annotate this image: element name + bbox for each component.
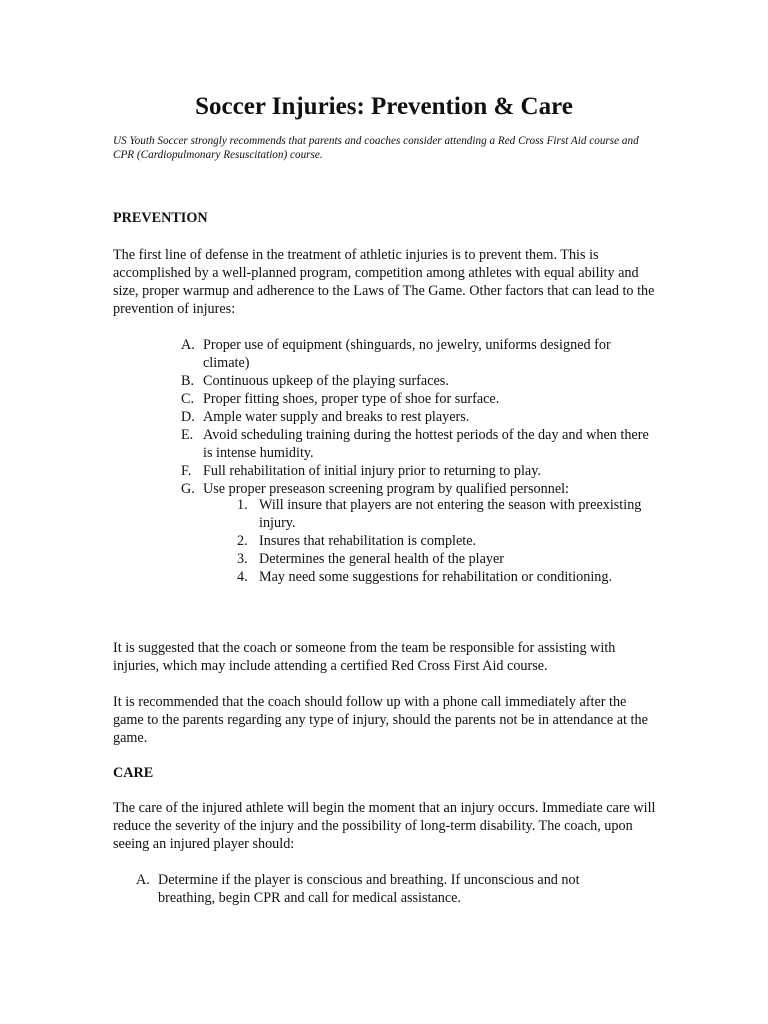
prevention-paragraph: The first line of defense in the treatment of athletic injuries is to prevent them. This is accomplished by a well-planned program, competition among athletes with equal ability and size, proper warmup and adherence to the Laws of The Game. Other factors that can lead to the prevention of injures: [113,247,655,317]
care-heading: CARE [113,765,154,781]
screening-sublist [237,496,658,586]
prevention-heading: PREVENTION [113,210,208,226]
prevention-list [181,336,658,498]
list-item: G. Use proper preseason screening program by qualified personnel: [181,481,569,497]
list-item: 3. Determines the general health of the player [237,551,505,567]
followup-paragraph: It is recommended that the coach should follow up with a phone call immediately after the game to the parents regarding any type of injury, should the parents not be in attendance at the game. [113,694,648,746]
list-item: 2. Insures that rehabilitation is complete. [237,533,477,549]
list-item: A. Determine if the player is conscious and breathing. If unconscious and not breathing, begin CPR and call for medical assistance. [136,872,580,906]
list-item: F. Full rehabilitation of initial injury prior to returning to play. [181,463,541,479]
list-item: 4. May need some suggestions for rehabilitation or conditioning. [237,569,613,585]
list-item: B. Continuous upkeep of the playing surfaces. [181,373,449,389]
list-item: 1. Will insure that players are not entering the season with preexisting injury. [237,497,642,531]
care-paragraph: The care of the injured athlete will begin the moment that an injury occurs. Immediate care will reduce the severity of the injury and the possibility of long-term disability. The coach, upon seeing an injured player should: [113,800,656,852]
assist-paragraph: It is suggested that the coach or someone from the team be responsible for assisting with injuries, which may include attending a certified Red Cross First Aid course. [113,640,616,674]
intro-note: US Youth Soccer strongly recommends that parents and coaches consider attending a Red Cross First Aid course and CPR (Cardiopulmonary Resuscitation) course. [113,135,639,161]
care-list [136,871,628,907]
list-item: E. Avoid scheduling training during the hottest periods of the day and when there is intense humidity. [181,427,649,461]
list-item: C. Proper fitting shoes, proper type of shoe for surface. [181,391,500,407]
list-item: D. Ample water supply and breaks to rest players. [181,409,470,425]
list-item: A. Proper use of equipment (shinguards, no jewelry, uniforms designed for climate) [181,337,611,371]
page-title: Soccer Injuries: Prevention & Care [195,93,573,120]
